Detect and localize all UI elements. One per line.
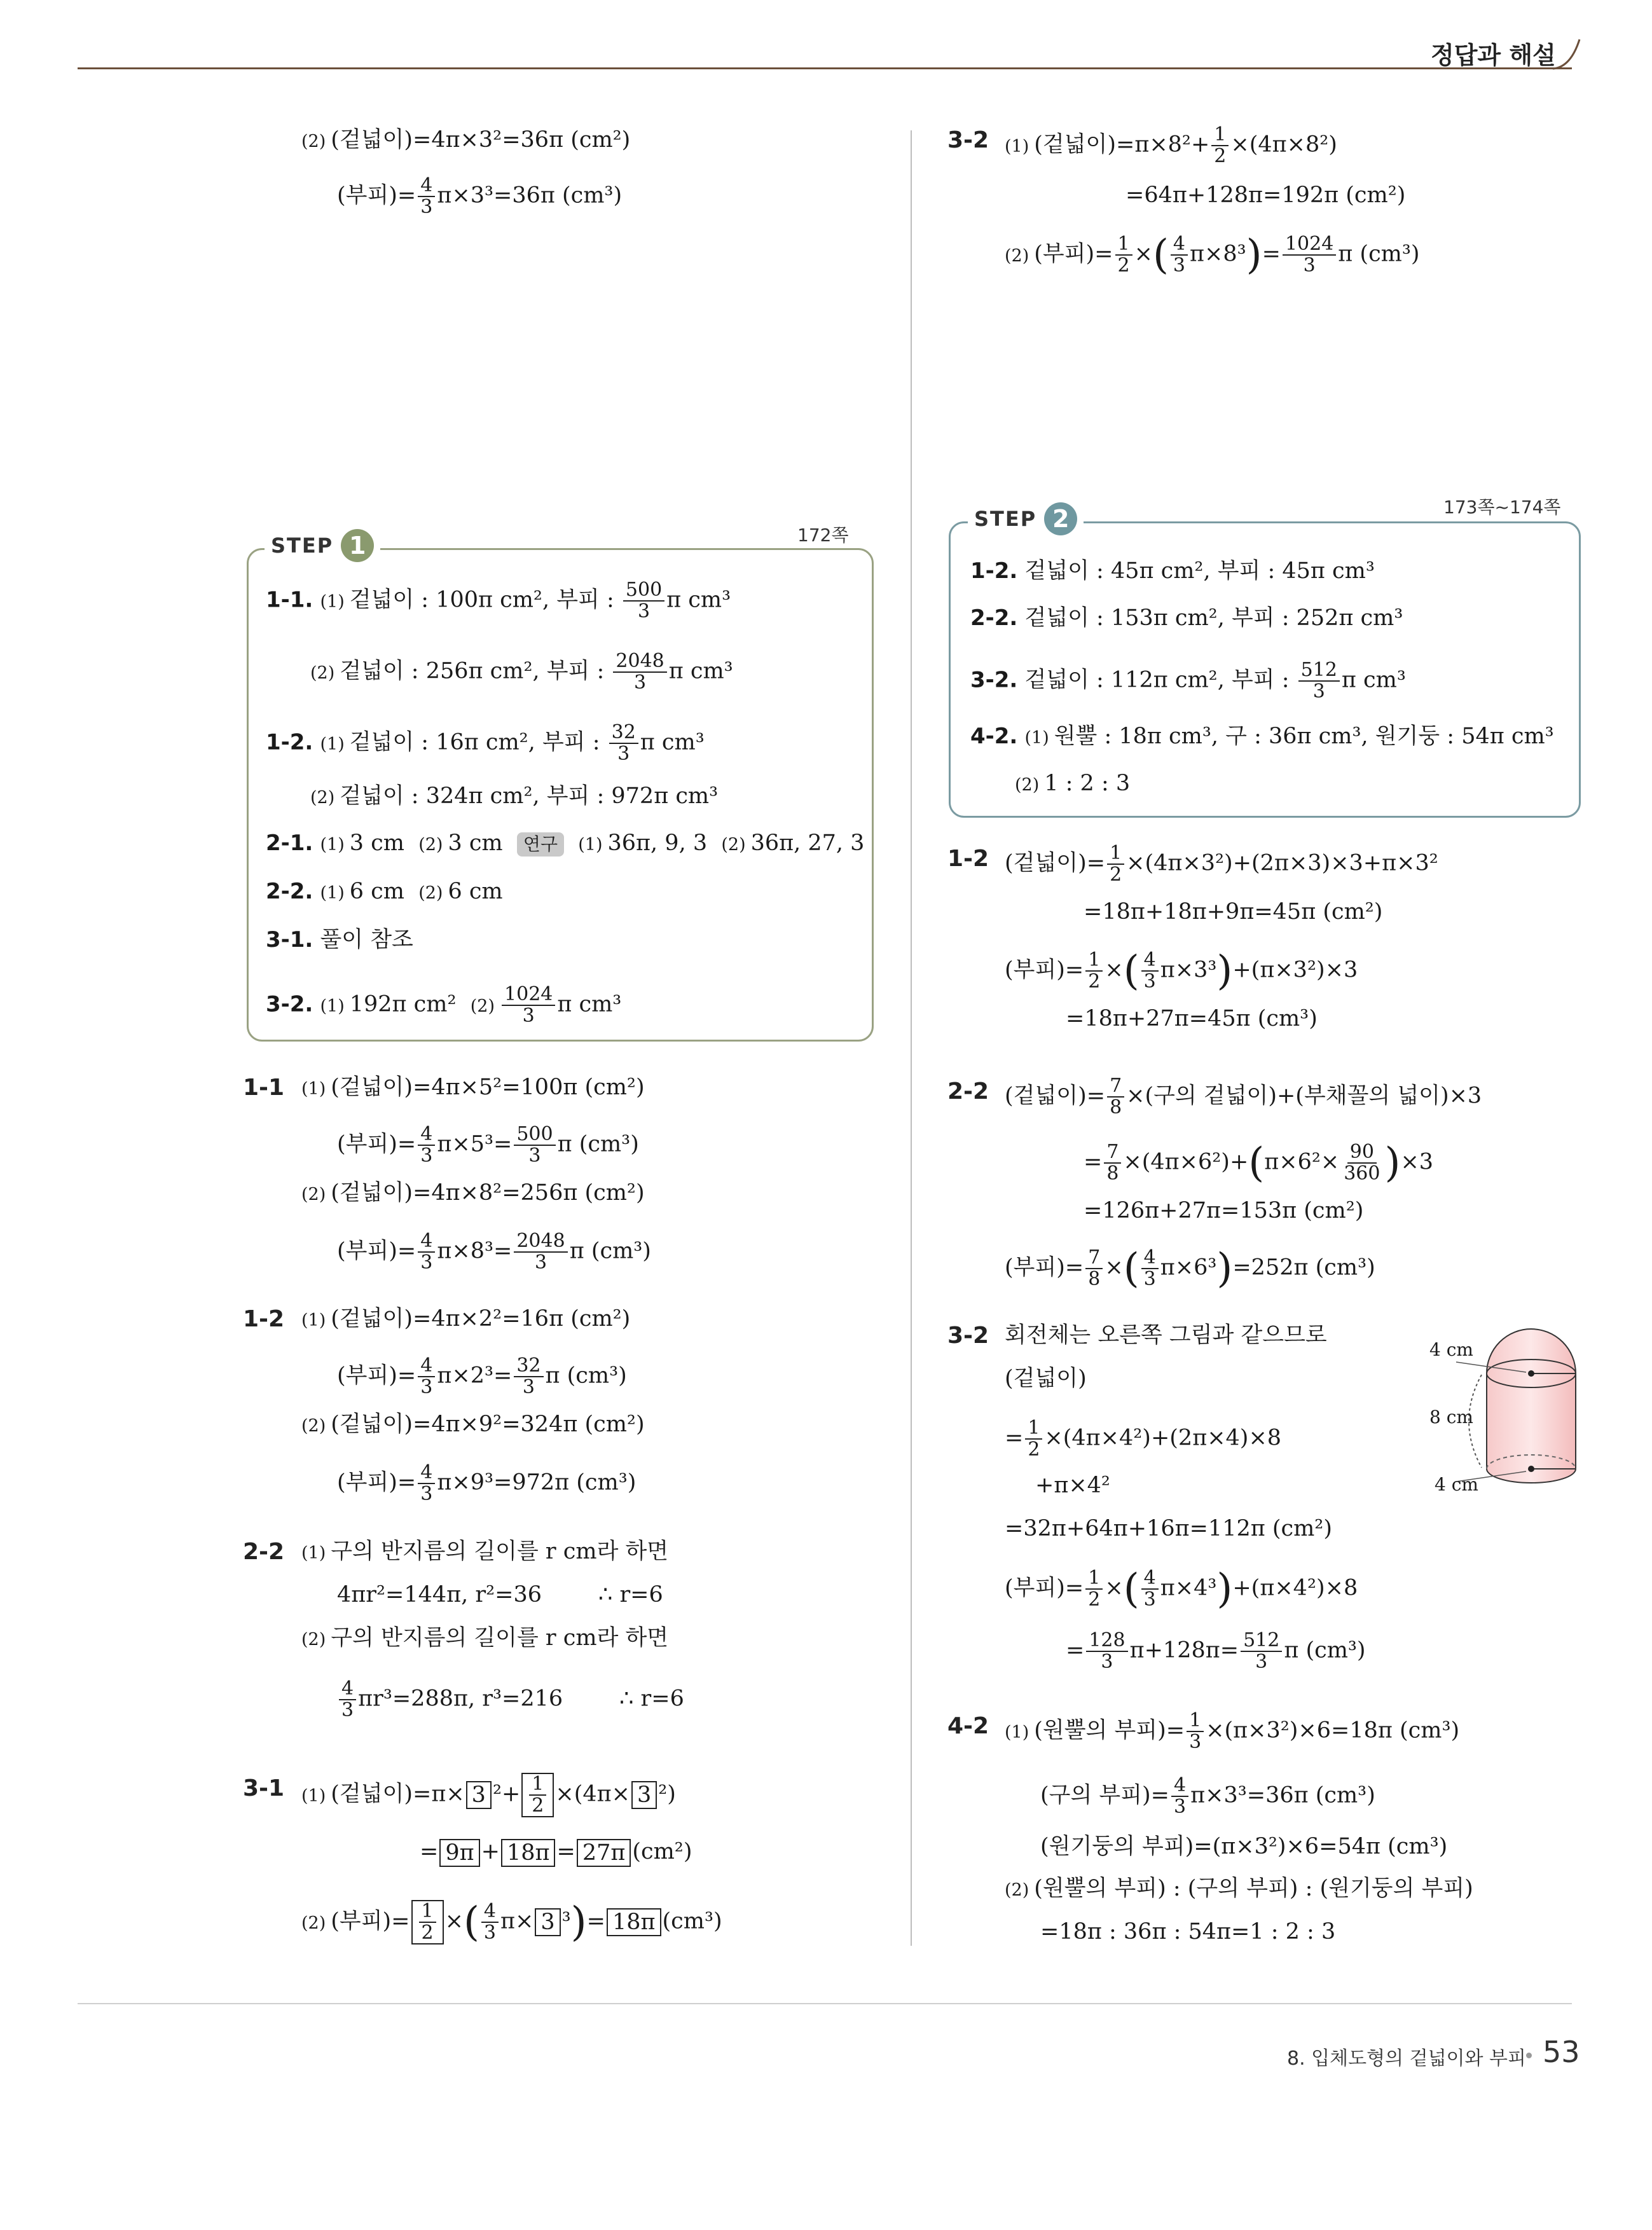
top-right-line-2: =64π+128π=192π (cm²) [1125, 182, 1406, 208]
sol-2-2-left-line-2: 4πr²=144π, r²=36 ∴ r=6 [337, 1582, 663, 1607]
figure-label-top-radius: 4 cm [1429, 1339, 1473, 1360]
header-rule [78, 67, 1572, 69]
step1-tag: STEP 1 [265, 529, 380, 562]
sol-3-1-line-2: = 9π + 18π = 27π (cm²) [420, 1839, 692, 1866]
sol-1-1-line-3: (2) (겉넓이)=4π×8²=256π (cm²) [301, 1180, 645, 1206]
step2-row-2: 2-2. 겉넓이 : 153π cm², 부피 : 252π cm³ [970, 605, 1403, 631]
figure-label-bottom-radius: 4 cm [1435, 1474, 1478, 1495]
sol-2-2-right-line-3: =126π+27π=153π (cm²) [1084, 1198, 1364, 1223]
solid-body [1487, 1329, 1576, 1483]
sol-2-2-right-label: 2-2 [947, 1078, 989, 1105]
sol-1-2-left-line-3: (2) (겉넓이)=4π×9²=324π (cm²) [301, 1412, 645, 1437]
sol-1-2-right-line-3: (부피)= $\frac{1}{2}$ ×( $\frac{4}{3}$ π×3³)+(π×3²)×3 [1005, 947, 1358, 995]
sol-1-2-right-line-2: =18π+18π+9π=45π (cm²) [1084, 899, 1383, 925]
sol-3-2-line-2: (겉넓이) [1005, 1366, 1087, 1391]
sol-2-2-right-line-2: = $\frac{7}{8}$ ×(4π×6²)+(π×6²× $\frac{90}{360}$ )×3 [1084, 1139, 1434, 1187]
footer-dot-icon [1526, 2053, 1532, 2058]
sol-2-2-left-line-3: (2) 구의 반지름의 길이를 r cm라 하면 [301, 1625, 669, 1651]
step1-row-6: 2-2. (1) 6 cm (2) 6 cm [266, 879, 503, 904]
step1-pages: 172쪽 [797, 525, 849, 546]
step1-row-3: 1-2. (1) 겉넓이 : 16π cm², 부피 : $\frac{32}{3}$ π cm³ [266, 721, 705, 765]
sol-1-1-line-2: (부피)= $\frac{4}{3}$ π×5³= $\frac{500}{3}$ π (cm³) [337, 1123, 639, 1167]
column-divider [911, 130, 912, 1946]
sol-4-2-line-1: (1) (원뿔의 부피)= $\frac{1}{3}$ ×(π×3²)×6=18π (cm³) [1005, 1709, 1460, 1753]
sol-2-2-right-line-4: (부피)= $\frac{7}{8}$ ×( $\frac{4}{3}$ π×6³)=252π (cm³) [1005, 1245, 1375, 1292]
sol-3-2-line-4: +π×4² [1035, 1473, 1110, 1498]
sol-1-2-left-line-1: (1) (겉넓이)=4π×2²=16π (cm²) [301, 1306, 631, 1332]
page-number: 53 [1543, 2035, 1580, 2069]
sol-1-2-right-line-1: (겉넓이)= $\frac{1}{2}$ ×(4π×3²)+(2π×3)×3+π×3² [1005, 842, 1438, 886]
sol-2-2-left-line-1: (1) 구의 반지름의 길이를 r cm라 하면 [301, 1539, 669, 1564]
step2-number-badge: 2 [1044, 502, 1077, 535]
header-title: 정답과 해설 [1431, 41, 1556, 69]
sol-3-1-label: 3-1 [243, 1775, 285, 1801]
step1-number-badge: 1 [341, 529, 374, 562]
header-curve-icon [1552, 37, 1583, 70]
sol-3-1-line-1: (1) (겉넓이)=π× 3 ²+ $\frac{1}{2}$ ×(4π× 3 ²) [301, 1773, 676, 1817]
step1-row-5: 2-1. (1) 3 cm (2) 3 cm 연구 (1) 36π, 9, 3 (2) 36π, 27, 3 [266, 830, 865, 856]
step2-row-5: (2) 1 : 2 : 3 [1015, 771, 1131, 796]
top-right-label: 3-2 [947, 127, 989, 153]
step1-row-8: 3-2. (1) 192π cm² (2) $\frac{1024}{3}$ π cm³ [266, 983, 622, 1027]
sol-2-2-right-line-1: (겉넓이)= $\frac{7}{8}$ ×(구의 겉넓이)+(부채꼴의 넓이)×3 [1005, 1075, 1482, 1118]
sol-3-2-line-1: 회전체는 오른쪽 그림과 같으므로 [1005, 1323, 1327, 1348]
top-right-line-3: (2) (부피)= $\frac{1}{2}$ ×( $\frac{4}{3}$ π×8³)= $\frac{1024}{3}$ π (cm³) [1005, 231, 1420, 279]
step2-tag: STEP 2 [968, 502, 1084, 535]
sol-1-2-right-line-4: =18π+27π=45π (cm³) [1066, 1006, 1318, 1031]
sol-1-1-label: 1-1 [243, 1075, 285, 1101]
sol-1-2-left-label: 1-2 [243, 1306, 285, 1332]
sol-3-2-label: 3-2 [947, 1323, 989, 1349]
step1-row-7: 3-1. 풀이 참조 [266, 927, 413, 953]
top-right-line-1: (1) (겉넓이)=π×8²+ $\frac{1}{2}$ ×(4π×8²) [1005, 123, 1337, 167]
research-badge: 연구 [517, 832, 564, 857]
top-left-line-1: (2) (겉넓이)=4π×3²=36π (cm²) [301, 127, 631, 153]
top-left-line-2: (부피)= $\frac{4}{3}$ π×3³=36π (cm³) [337, 174, 623, 218]
footer-rule [78, 2003, 1572, 2004]
step2-row-3: 3-2. 겉넓이 : 112π cm², 부피 : $\frac{512}{3}$ π cm³ [970, 659, 1406, 703]
sol-1-2-left-line-4: (부피)= $\frac{4}{3}$ π×9³=972π (cm³) [337, 1461, 637, 1505]
sol-3-2-line-7: = $\frac{128}{3}$ π+128π= $\frac{512}{3}$ π (cm³) [1066, 1629, 1366, 1673]
figure-label-height: 8 cm [1429, 1407, 1473, 1428]
sol-3-1-line-3: (2) (부피)= $\frac{1}{2}$ ×( $\frac{4}{3}$ π× 3 ³)= 18π (cm³) [301, 1899, 722, 1946]
step1-row-2: (2) 겉넓이 : 256π cm², 부피 : $\frac{2048}{3}$ π cm³ [310, 650, 733, 694]
sol-4-2-line-3: (원기둥의 부피)=(π×3²)×6=54π (cm³) [1040, 1834, 1448, 1859]
sol-4-2-line-2: (구의 부피)= $\frac{4}{3}$ π×3³=36π (cm³) [1040, 1774, 1375, 1818]
footer-chapter: 8. 입체도형의 겉넓이와 부피 [1287, 2048, 1527, 2070]
sol-3-2-line-3: = $\frac{1}{2}$ ×(4π×4²)+(2π×4)×8 [1005, 1417, 1282, 1461]
sol-1-1-line-4: (부피)= $\frac{4}{3}$ π×8³= $\frac{2048}{3}$ π (cm³) [337, 1230, 651, 1274]
sol-3-2-line-6: (부피)= $\frac{1}{2}$ ×( $\frac{4}{3}$ π×4³)+(π×4²)×8 [1005, 1566, 1358, 1613]
sol-1-1-line-1: (1) (겉넓이)=4π×5²=100π (cm²) [301, 1075, 645, 1100]
step2-row-4: 4-2. (1) 원뿔 : 18π cm³, 구 : 36π cm³, 원기둥 : 54π cm³ [970, 724, 1554, 749]
sol-3-2-line-5: =32π+64π+16π=112π (cm²) [1005, 1516, 1332, 1541]
step2-row-1: 1-2. 겉넓이 : 45π cm², 부피 : 45π cm³ [970, 558, 1375, 584]
step1-row-4: (2) 겉넓이 : 324π cm², 부피 : 972π cm³ [310, 783, 719, 809]
step2-pages: 173쪽~174쪽 [1443, 497, 1561, 518]
sol-4-2-label: 4-2 [947, 1713, 989, 1739]
sol-1-2-right-label: 1-2 [947, 846, 989, 872]
sol-2-2-left-label: 2-2 [243, 1539, 285, 1565]
sol-4-2-line-5: =18π : 36π : 54π=1 : 2 : 3 [1040, 1919, 1336, 1944]
sol-1-2-left-line-2: (부피)= $\frac{4}{3}$ π×2³= $\frac{32}{3}$ π (cm³) [337, 1354, 627, 1398]
sol-4-2-line-4: (2) (원뿔의 부피) : (구의 부피) : (원기둥의 부피) [1005, 1876, 1473, 1901]
step1-row-1: 1-1. (1) 겉넓이 : 100π cm², 부피 : $\frac{500}{3}$ π cm³ [266, 579, 731, 623]
sol-2-2-left-line-4: $\frac{4}{3}$ πr³=288π, r³=216 ∴ r=6 [337, 1679, 684, 1721]
